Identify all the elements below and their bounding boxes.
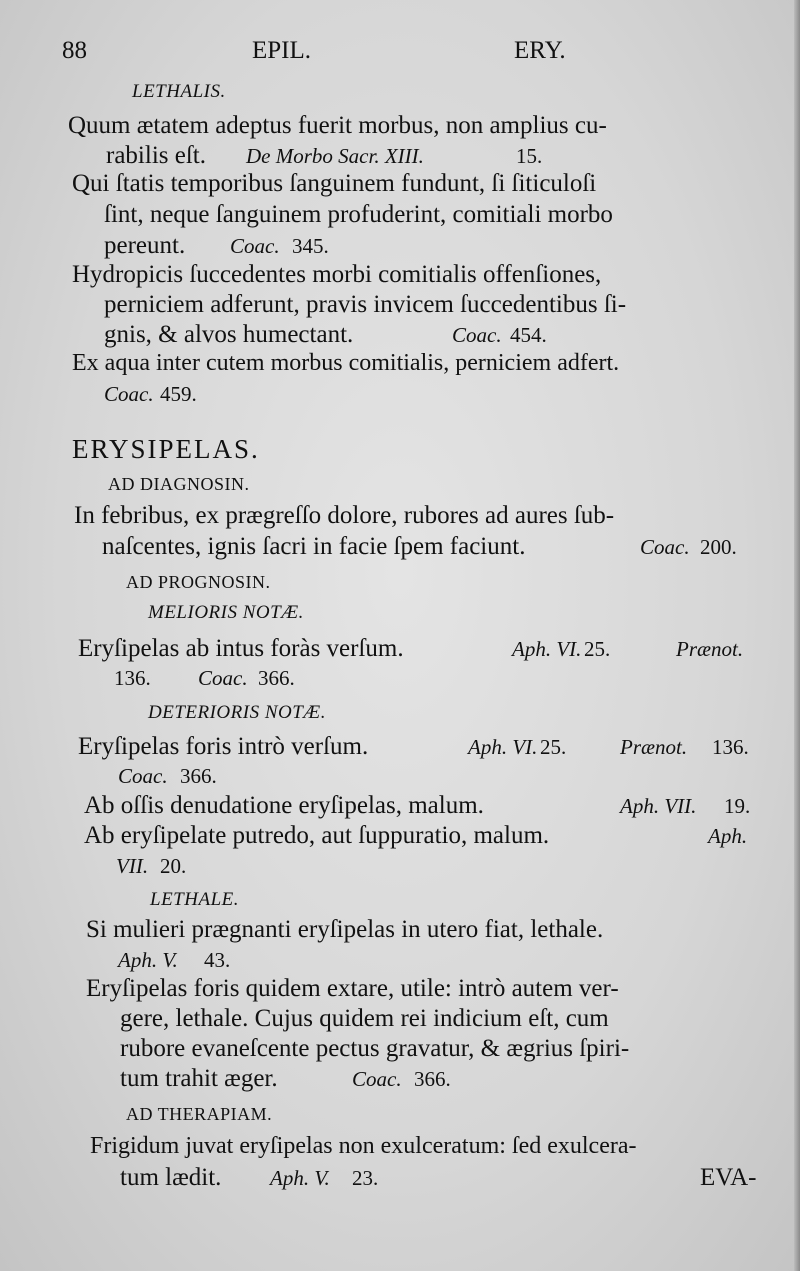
subheading-prognosin: AD PROGNOSIN. xyxy=(126,572,271,592)
subheading-diagnosin: AD DIAGNOSIN. xyxy=(108,474,250,494)
reference: Aph. xyxy=(708,824,748,848)
aphorism-line: Hydropicis ſuccedentes morbi comitialis offenſiones, xyxy=(72,261,602,288)
reference-number: 366. xyxy=(414,1067,451,1091)
reference: Coac. xyxy=(118,764,168,788)
running-head-right: ERY. xyxy=(514,37,566,64)
reference-number: 345. xyxy=(292,234,329,258)
page-number: 88 xyxy=(62,37,87,64)
reference-number: 136. xyxy=(114,666,151,690)
reference-number: 366. xyxy=(258,666,295,690)
aphorism-line: In febribus, ex prægreſſo dolore, rubores ad aures ſub- xyxy=(74,502,615,529)
aphorism-line: perniciem adferunt, pravis invicem ſuccedentibus ſi- xyxy=(104,291,627,318)
reference: Prænot. xyxy=(620,735,688,759)
reference-number: 454. xyxy=(510,323,547,347)
aphorism-line: rubore evaneſcente pectus gravatur, & ægrius ſpiri- xyxy=(120,1035,630,1062)
aphorism-line: tum trahit æger. xyxy=(120,1065,278,1092)
reference: Prænot. xyxy=(676,637,744,661)
page-edge-shadow xyxy=(794,0,800,1271)
aphorism-line: rabilis eſt. xyxy=(106,142,206,169)
reference: Coac. xyxy=(198,666,248,690)
aphorism-line: Frigidum juvat eryſipelas non exulceratum: ſed exulcera- xyxy=(90,1133,637,1159)
subheading-deterioris: DETERIORIS NOTÆ. xyxy=(148,702,326,723)
aphorism-line: Eryſipelas foris quidem extare, utile: intrò autem ver- xyxy=(86,975,619,1002)
subheading-therapiam: AD THERAPIAM. xyxy=(126,1104,273,1124)
reference-number: 23. xyxy=(352,1166,379,1190)
section-title: ERYSIPELAS. xyxy=(72,434,260,464)
reference-number: 20. xyxy=(160,854,187,878)
reference: Coac. xyxy=(640,535,690,559)
catchword: EVA- xyxy=(700,1164,757,1191)
aphorism-line: Si mulieri prægnanti eryſipelas in utero fiat, lethale. xyxy=(86,916,604,943)
heading-lethalis: LETHALIS. xyxy=(132,81,226,102)
reference-number: 19. xyxy=(724,794,751,818)
reference-number: 25. xyxy=(540,735,567,759)
aphorism-line: gnis, & alvos humectant. xyxy=(104,321,354,348)
reference: Coac. xyxy=(230,234,280,258)
reference: Coac. xyxy=(352,1067,402,1091)
aphorism-line: tum lædit. xyxy=(120,1164,222,1191)
reference-number: 459. xyxy=(160,382,197,406)
reference: Aph. VII. xyxy=(620,794,697,818)
reference: De Morbo Sacr. XIII. xyxy=(246,144,424,168)
aphorism-line: Qui ſtatis temporibus ſanguinem fundunt, ſi ſiticuloſi xyxy=(72,170,597,197)
aphorism-line: Ab eryſipelate putredo, aut ſuppuratio, malum. xyxy=(84,822,550,849)
reference-number: 136. xyxy=(712,735,749,759)
subheading-lethale: LETHALE. xyxy=(150,889,239,910)
reference-number: 15. xyxy=(516,144,543,168)
reference-number: 25. xyxy=(584,637,611,661)
reference: Aph. VI. xyxy=(468,735,538,759)
aphorism-line: Quum ætatem adeptus fuerit morbus, non amplius cu- xyxy=(68,112,607,139)
reference-number: 43. xyxy=(204,948,231,972)
aphorism-line: pereunt. xyxy=(104,232,186,259)
aphorism-line: naſcentes, ignis ſacri in facie ſpem faciunt. xyxy=(102,533,526,560)
aphorism-line: Ab oſſis denudatione eryſipelas, malum. xyxy=(84,792,484,819)
aphorism-line: Ex aqua inter cutem morbus comitialis, perniciem adfert. xyxy=(72,350,620,376)
aphorism-line: Eryſipelas foris intrò verſum. xyxy=(78,733,369,760)
reference: Coac. xyxy=(104,382,154,406)
subheading-melioris: MELIORIS NOTÆ. xyxy=(148,602,304,623)
reference: VII. xyxy=(116,854,149,878)
reference-number: 366. xyxy=(180,764,217,788)
reference: Aph. V. xyxy=(118,948,178,972)
reference: Aph. VI. xyxy=(512,637,582,661)
reference: Coac. xyxy=(452,323,502,347)
reference-number: 200. xyxy=(700,535,737,559)
aphorism-line: Eryſipelas ab intus foràs verſum. xyxy=(78,635,404,662)
aphorism-line: ſint, neque ſanguinem profuderint, comitiali morbo xyxy=(104,201,613,228)
reference: Aph. V. xyxy=(270,1166,330,1190)
running-head-left: EPIL. xyxy=(252,37,312,64)
aphorism-line: gere, lethale. Cujus quidem rei indicium eſt, cum xyxy=(120,1005,609,1032)
